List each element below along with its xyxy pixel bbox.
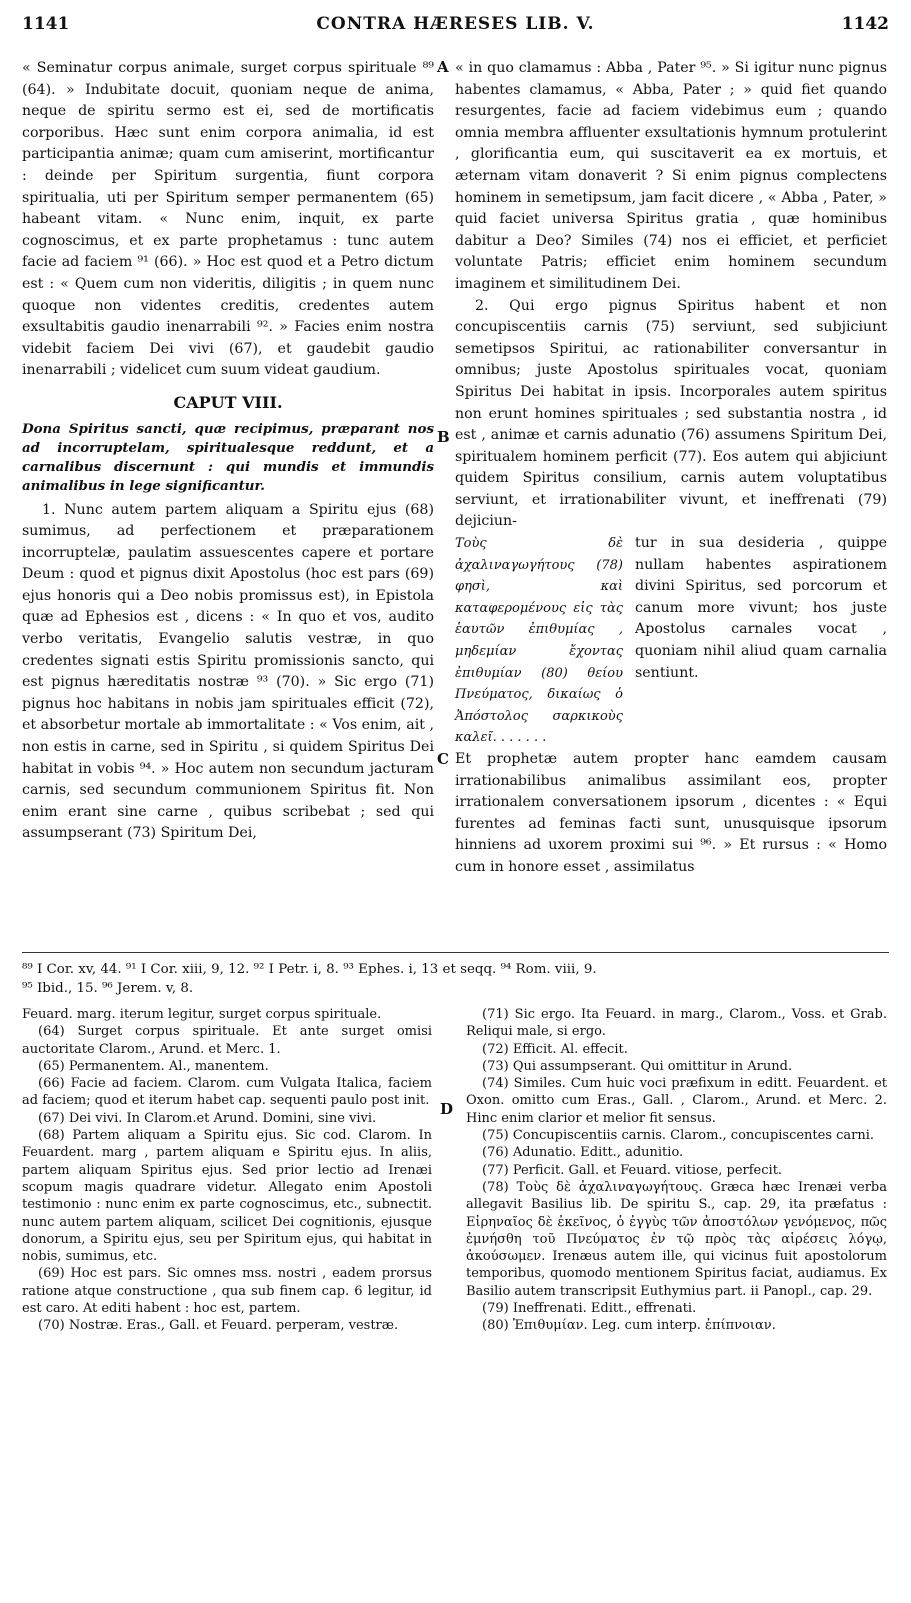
margin-marker-c: C [437, 750, 449, 768]
latin-parallel-text: tur in sua desideria , quippe nullam habentes aspirationem divini Spiritus, sed porcorum et canum more vivunt; hos juste Apostolus carnales vocat , quoniam nihil aliud quam carnalia sentiunt. [635, 535, 887, 681]
running-title: CONTRA HÆRESES LIB. V. [316, 14, 595, 34]
greek-text: Τοὺς δὲ ἀχαλιναγωγήτους (78) φησὶ, καὶ καταφερομένους εἰς τὰς ἑαυτῶν ἐπιθυμίας , μηδεμίαν ἔχοντας ἐπιθυμίαν (80) θείου Πνεύματος, δικαίως ὁ Ἀπόστολος σαρκικοὺς καλεῖ. . . . . . . [455, 536, 623, 746]
left-paragraph-1: « Seminatur corpus animale, surget corpus spirituale ⁸⁹ (64). » Indubitate docuit, quoniam neque de anima, neque de spiritu sermo est ei, sed de mortificatis corporibus. Hæc sunt enim corpora animalia, id est participantia animæ; quam cum amiserint, mortificantur : deinde per Spiritum surgentia, fiunt corpora spiritualia, uti per Spiritum semper permanentem (65) habeant vitam. « Nunc enim, inquit, ex parte cognoscimus, et ex parte prophetamus : tunc autem facie ad faciem ⁹¹ (66). » Hoc est quod et a Petro dictum est : « Quem cum non videritis, diligitis ; in quem nunc quoque non videntes creditis, credentes autem exsultabitis gaudio inenarrabili ⁹². » Facies enim nostra videbit faciem Dei vivi (67), et gaudebit gaudio inenarrabili ; videlicet cum suum videat gaudium. [22, 60, 434, 379]
note-item: (78) Τοὺς δὲ ἀχαλιναγωγήτους. Græca hæc Irenæi verba allegavit Basilius lib. De spiritu S., cap. 29, ita præfatus : Εἰρηναῖος δὲ ἐκεῖνος, ὁ ἐγγὺς τῶν ἀποστόλων γενόμενος, πῶς ἐμνήσθη τοῦ Πνεύματος ἐν τῷ πρὸς τὰς αἱρέσεις λόγῳ, ἀκούσωμεν. Irenæus autem ille, qui vicinus fuit apostolorum temporibus, quomodo mentionem Spiritus faciat, audiamus. Ex Basilio autem transcripsit Euthymius part. ii Panopl., cap. 29. [466, 1179, 887, 1299]
right-paragraph-2: 2. Qui ergo pignus Spiritus habent et non concupiscentiis carnis (75) serviunt, sed subjiciunt semetipsos Spiritui, ac rationabiliter conversantur in omnibus; juste Apostolus spirituales vocat, quoniam Spiritus Dei habitat in ipsis. Incorporales autem spiritus non erunt homines spirituales ; sed substantia nostra , id est , animæ et carnis adunatio (76) assumens Spiritum Dei, spiritualem hominem perficit (77). Eos autem qui abjiciunt quidem Spiritus consilium, carnis autem voluptatibus serviunt, et irrationabiliter vivunt, et ineffrenati (79) dejiciun- [455, 297, 887, 530]
footnote-rule [22, 952, 889, 953]
note-item: (79) Ineffrenati. Editt., effrenati. [482, 1301, 697, 1317]
left-column [22, 58, 434, 845]
note-item: (77) Perficit. Gall. et Feuard. vitiose, perfecit. [482, 1162, 783, 1178]
notes-right-column [466, 1006, 887, 1335]
note-item: (73) Qui assumpserant. Qui omittitur in Arund. [482, 1058, 793, 1074]
chapter-summary: Dona Spiritus sancti, quæ recipimus, præparant nos ad incorruptelam, spiritualesque reddunt, et a carnalibus discernunt : qui mundis et immundis animalibus in lege significantur. [22, 420, 434, 494]
page-number-right: 1142 [841, 14, 889, 34]
note-item: (75) Concupiscentiis carnis. Clarom., concupiscentes carni. [482, 1128, 875, 1144]
chapter-heading: CAPUT VIII. [173, 392, 283, 412]
reference-line: ⁹⁵ Ibid., 15. ⁹⁶ Jerem. v, 8. [22, 981, 194, 996]
note-item: Feuard. marg. iterum legitur, surget corpus spirituale. [22, 1007, 382, 1022]
note-item: (69) Hoc est pars. Sic omnes mss. nostri , eadem prorsus ratione atque constructione , qua sub finem cap. 6 legitur, id est caro. At editi habent : hoc est, partem. [22, 1266, 432, 1317]
page-number-left: 1141 [22, 14, 70, 34]
margin-marker-a: A [437, 58, 449, 76]
reference-line: ⁸⁹ I Cor. xv, 44. ⁹¹ I Cor. xiii, 9, 12. ⁹² I Petr. i, 8. ⁹³ Ephes. i, 13 et seqq. ⁹⁴ Rom. viii, 9. [22, 962, 597, 977]
scripture-references [22, 960, 889, 998]
note-item: (67) Dei vivi. In Clarom.et Arund. Domini, sine vivi. [38, 1110, 377, 1126]
note-item: (71) Sic ergo. Ita Feuard. in marg., Clarom., Voss. et Grab. Reliqui male, si ergo. [466, 1007, 887, 1040]
left-paragraph-2: 1. Nunc autem partem aliquam a Spiritu ejus (68) sumimus, ad perfectionem et præparationem incorruptelæ, paulatim assuescentes capere et portare Deum : quod et pignus dixit Apostolus (hoc est pars (69) ejus honoris qui a Deo nobis promissus est), in Epistola quæ ad Ephesios est , dicens : « In quo et vos, audito verbo veritatis, Evangelio salutis vestræ, in quo credentes signati estis Spiritu promissionis sancto, qui est pignus hæreditatis nostræ ⁹³ (70). » Sic ergo (71) pignus hoc habitans in nobis jam spirituales efficit (72), et absorbetur mortale ab immortalitate : « Vos enim, ait , non estis in carne, sed in Spiritu , si quidem Spiritus Dei habitat in vobis ⁹⁴. » Hoc autem non secundum jacturam carnis, sed secundum communionem Spiritus fit. Non enim erant sine carne , quibus scribebat ; sed qui assumpserant (73) Spiritum Dei, [22, 501, 434, 842]
note-item: (72) Efficit. Al. effecit. [482, 1041, 628, 1057]
note-item: (74) Similes. Cum huic voci præfixum in editt. Feuardent. et Oxon. omitto cum Eras., Gall. , Clarom., Arund. et Merc. 2. Hinc enim clarior et melior fit sensus. [466, 1076, 887, 1126]
note-item: (70) Nostræ. Eras., Gall. et Feuard. perperam, vestræ. [38, 1318, 399, 1334]
note-item: (68) Partem aliquam a Spiritu ejus. Sic cod. Clarom. In Feuardent. marg , partem aliquam e Spiritu ejus. In aliis, partem aliquam Spiritus ejus. Sed prior lectio ad Irenæi scopum magis quadrare videtur. Allegato enim Apostoli testimonio : nunc enim ex parte cognoscimus, etc., subnectit. nunc autem partem aliquam, scilicet Dei cognitionis, ejusque donorum, a Spiritu ejus, seu per Spiritum ejus, qui habitat in nobis, sumimus, etc. [22, 1128, 432, 1265]
margin-marker-b: B [437, 428, 450, 446]
right-paragraph-3: Et prophetæ autem propter hanc eamdem causam irrationabilibus animalibus assimilant eos, propter irrationalem conversationem ipsorum , dicentes : « Equi furentes ad feminas facti sunt, unusquisque ipsorum hinniens ad uxorem proximi sui ⁹⁶. » Et rursus : « Homo cum in honore esset , assimilatus [455, 751, 887, 875]
greek-parallel-block [455, 533, 887, 749]
note-item: (80) Ἐπιθυμίαν. Leg. cum interp. ἐπίπνοιαν. [482, 1318, 776, 1334]
right-column [455, 58, 887, 879]
margin-marker-d: D [440, 1100, 454, 1118]
page-header [22, 14, 889, 40]
note-item: (64) Surget corpus spirituale. Et ante surget omisi auctoritate Clarom., Arund. et Merc. 1. [22, 1024, 432, 1057]
note-item: (66) Facie ad faciem. Clarom. cum Vulgata Italica, faciem ad faciem; quod et iterum habet cap. sequenti paulo post init. [22, 1076, 432, 1109]
right-paragraph-1: « in quo clamamus : Abba , Pater ⁹⁵. » Si igitur nunc pignus habentes clamamus, « Abba, Pater ; » quid fiet quando resurgentes, facie ad faciem videbimus eum ; quando omnia membra affluenter exsultationis hymnum protulerint , glorificantia eum, qui suscitaverit ea ex mortuis, et æternam vitam donaverit ? Si enim pignus complectens hominem in semetipsum, jam facit dicere , « Abba , Pater, » quid faciet universa Spiritus gratia , quæ hominibus dabitur a Deo? Similes (74) nos ei efficiet, et perficiet voluntate Patris; efficiet enim hominem secundum imaginem et similitudinem Dei. [455, 60, 887, 292]
notes-left-column [22, 1006, 432, 1335]
note-item: (65) Permanentem. Al., manentem. [38, 1058, 269, 1074]
note-item: (76) Adunatio. Editt., adunitio. [482, 1145, 684, 1161]
